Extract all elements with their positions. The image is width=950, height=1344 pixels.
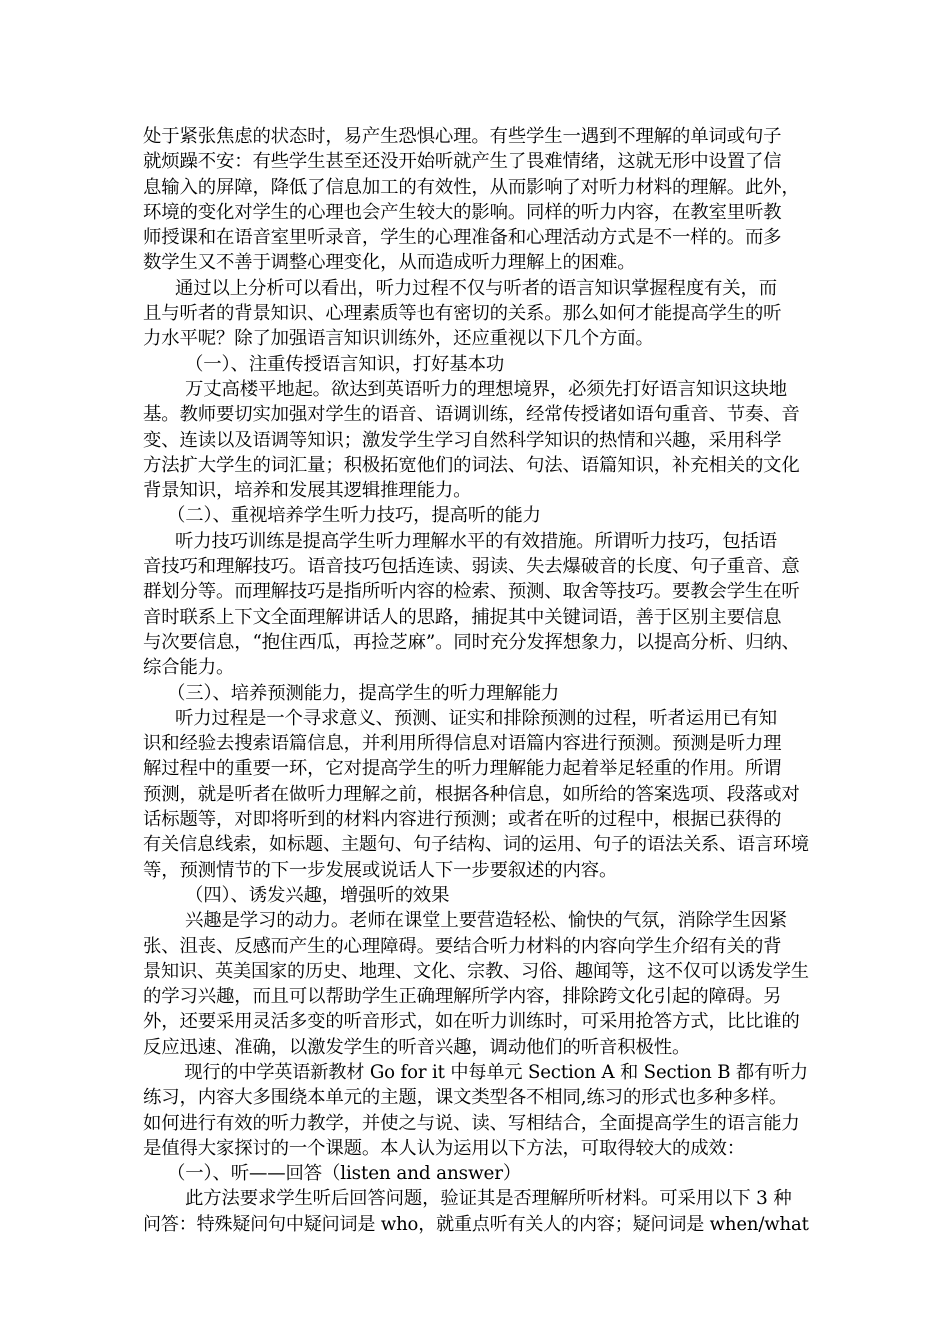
text-line: 等，预测情节的下一步发展或说话人下一步要叙述的内容。 xyxy=(143,859,618,881)
document-page xyxy=(143,124,809,1237)
text-line: （二）、重视培养学生听力技巧，提高听的能力 xyxy=(167,505,541,527)
text-line: 外，还要采用灵活多变的听音形式，如在听力训练时，可采用抢答方式，比比谁的 xyxy=(143,1011,800,1033)
text-line: 音时联系上下文全面理解讲话人的思路，捕捉其中关键词语，善于区别主要信息 xyxy=(143,606,782,628)
text-line: 听力技巧训练是提高学生听力理解水平的有效措施。所谓听力技巧，包括语 xyxy=(175,530,777,552)
text-line: 预测，就是听者在做听力理解之前，根据各种信息，如所给的答案选项、段落或对 xyxy=(143,783,800,805)
text-line: （一）、听——回答（listen and answer） xyxy=(167,1163,522,1185)
text-line: 解过程中的重要一环，它对提高学生的听力理解能力起着举足轻重的作用。所谓 xyxy=(143,758,782,780)
text-line: （三）、培养预测能力，提高学生的听力理解能力 xyxy=(167,682,560,704)
text-line: 力水平呢？除了加强语言知识训练外，还应重视以下几个方面。 xyxy=(143,328,654,350)
text-line: 是值得大家探讨的一个课题。本人认为运用以下方法，可取得较大的成效： xyxy=(143,1137,745,1159)
text-line: 兴趣是学习的动力。老师在课堂上要营造轻松、愉快的气氛，消除学生因紧 xyxy=(185,910,787,932)
text-line: 群划分等。而理解技巧是指所听内容的检索、预测、取舍等技巧。要教会学生在听 xyxy=(143,581,800,603)
text-line: （一）、注重传授语言知识，打好基本功 xyxy=(185,353,505,375)
text-line: 的学习兴趣，而且可以帮助学生正确理解所学内容，排除跨文化引起的障碍。另 xyxy=(143,986,782,1008)
text-line: 此方法要求学生听后回答问题，验证其是否理解所听材料。可采用以下 3 种 xyxy=(185,1188,792,1210)
text-line: 练习，内容大多围绕本单元的主题，课文类型各不相同,练习的形式也多种多样。 xyxy=(143,1087,788,1109)
text-line: 与次要信息，“抱住西瓜，再捡芝麻”。同时充分发挥想象力，以提高分析、归纳、 xyxy=(143,631,800,653)
text-line: （四）、诱发兴趣，增强听的效果 xyxy=(185,884,450,906)
text-line: 数学生又不善于调整心理变化，从而造成听力理解上的困难。 xyxy=(143,252,636,274)
text-line: 息输入的屏障，降低了信息加工的有效性，从而影响了对听力材料的理解。此外， xyxy=(143,176,800,198)
text-line: 师授课和在语音室里听录音，学生的心理准备和心理活动方式是不一样的。而多 xyxy=(143,227,782,249)
text-line: 听力过程是一个寻求意义、预测、证实和排除预测的过程，听者运用已有知 xyxy=(175,707,777,729)
text-line: 就烦躁不安：有些学生甚至还没开始听就产生了畏难情绪，这就无形中设置了信 xyxy=(143,151,782,173)
text-line: 处于紧张焦虑的状态时，易产生恐惧心理。有些学生一遇到不理解的单词或句子 xyxy=(143,126,782,147)
text-line: 方法扩大学生的词汇量；积极拓宽他们的词法、句法、语篇知识，补充相关的文化 xyxy=(143,454,800,476)
text-line: 背景知识，培养和发展其逻辑推理能力。 xyxy=(143,480,472,502)
text-line: 环境的变化对学生的心理也会产生较大的影响。同样的听力内容，在教室里听教 xyxy=(143,201,782,223)
text-line: 景知识、英美国家的历史、地理、文化、宗教、习俗、趣闻等，这不仅可以诱发学生 xyxy=(143,960,809,982)
text-line: 有关信息线索，如标题、主题句、句子结构、词的运用、句子的语法关系、语言环境 xyxy=(143,834,809,856)
text-line: 张、沮丧、反感而产生的心理障碍。要结合听力材料的内容向学生介绍有关的背 xyxy=(143,935,782,957)
text-line: 通过以上分析可以看出，听力过程不仅与听者的语言知识掌握程度有关，而 xyxy=(175,277,777,299)
text-line: 且与听者的背景知识、心理素质等也有密切的关系。那么如何才能提高学生的听 xyxy=(143,303,782,325)
text-line: 识和经验去搜索语篇信息，并利用所得信息对语篇内容进行预测。预测是听力理 xyxy=(143,733,782,755)
text-line: 反应迅速、准确，以激发学生的听音兴趣，调动他们的听音积极性。 xyxy=(143,1036,691,1058)
text-line: 如何进行有效的听力教学，并使之与说、读、写相结合，全面提高学生的语言能力 xyxy=(143,1112,800,1134)
text-line: 万丈高楼平地起。欲达到英语听力的理想境界，必须先打好语言知识这块地 xyxy=(185,378,787,400)
text-line: 音技巧和理解技巧。语音技巧包括连读、弱读、失去爆破音的长度、句子重音、意 xyxy=(143,556,800,578)
text-line: 变、连读以及语调等知识；激发学生学习自然科学知识的热情和兴趣，采用科学 xyxy=(143,429,782,451)
text-line: 问答：特殊疑问句中疑问词是 who，就重点听有关人的内容；疑问词是 when/what xyxy=(143,1213,809,1235)
text-line: 综合能力。 xyxy=(143,657,235,679)
text-line: 基。教师要切实加强对学生的语音、语调训练，经常传授诸如语句重音、节奏、音 xyxy=(143,404,800,426)
text-line: 现行的中学英语新教材 Go for it 中每单元 Section A 和 Section B 都有听力 xyxy=(184,1061,808,1083)
text-line: 话标题等，对即将听到的材料内容进行预测；或者在听的过程中，根据已获得的 xyxy=(143,809,782,831)
